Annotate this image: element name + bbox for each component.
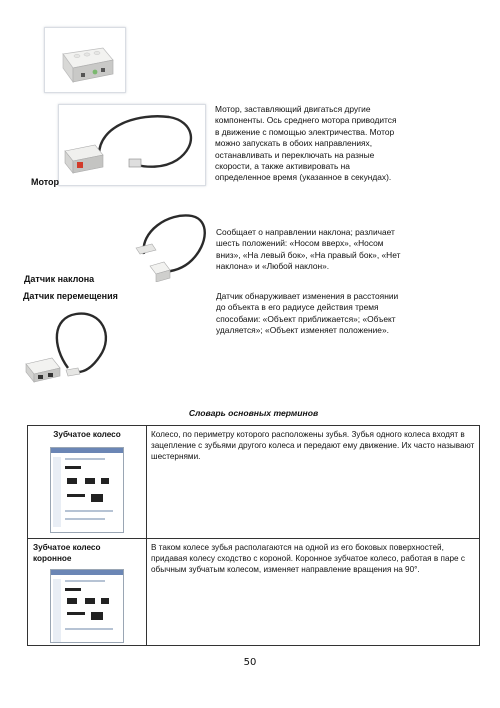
definition-crown-gear: В таком колесе зубья располагаются на одной из его боковых поверхностей, придавая колесу сходство с короной. Коронное зубчатое колесо, работая в паре с обычным зубчатым колесом, изменяет направление вращения на 90°. [151,543,465,575]
tilt-sensor-photo [130,208,212,282]
gear-screenshot-thumbnail [50,447,124,533]
motion-sensor-photo [22,306,118,388]
definition-cell [147,539,480,646]
table-row [28,426,480,539]
term-cell [28,426,147,539]
term-crown-gear: Зубчатое колесо коронное [33,543,101,564]
motion-sensor-label: Датчик перемещения [23,291,118,301]
term-cell [28,539,147,646]
table-row [28,539,480,646]
hub-photo [44,27,126,93]
glossary-table [27,425,480,646]
term-gear: Зубчатое колесо [53,430,121,439]
page-number: 50 [243,657,257,668]
glossary-title: Словарь основных терминов [188,408,319,418]
tilt-sensor-description: Сообщает о направлении наклона; различает шесть положений: «Носом вверх», «Носом вниз», «На левый бок», «На правый бок», «Нет наклона» и «Любой наклон». [216,227,401,272]
motor-description: Мотор, заставляющий двигаться другие компоненты. Ось среднего мотора приводится в движение с помощью электричества. Мотор можно запускать в обоих направлениях, останавливать и переключать на разные скорости, а также активировать на определенное время (указанное в секундах). [215,104,397,183]
motor-photo [58,104,206,186]
motion-sensor-description: Датчик обнаруживает изменения в расстоянии до объекта в его радиусе действия тремя способами: «Объект приближается»; «Объект удаляется»; «Объект изменяет положение». [216,291,399,336]
definition-gear: Колесо, по периметру которого расположены зубья. Зубья одного колеса входят в зацепление с зубьями другого колеса и передают ему движение. Их часто называют шестернями. [151,430,475,462]
crown-gear-screenshot-thumbnail [50,569,124,643]
tilt-sensor-label: Датчик наклона [24,274,95,284]
definition-cell [147,426,480,539]
motor-label: Мотор [31,177,60,187]
